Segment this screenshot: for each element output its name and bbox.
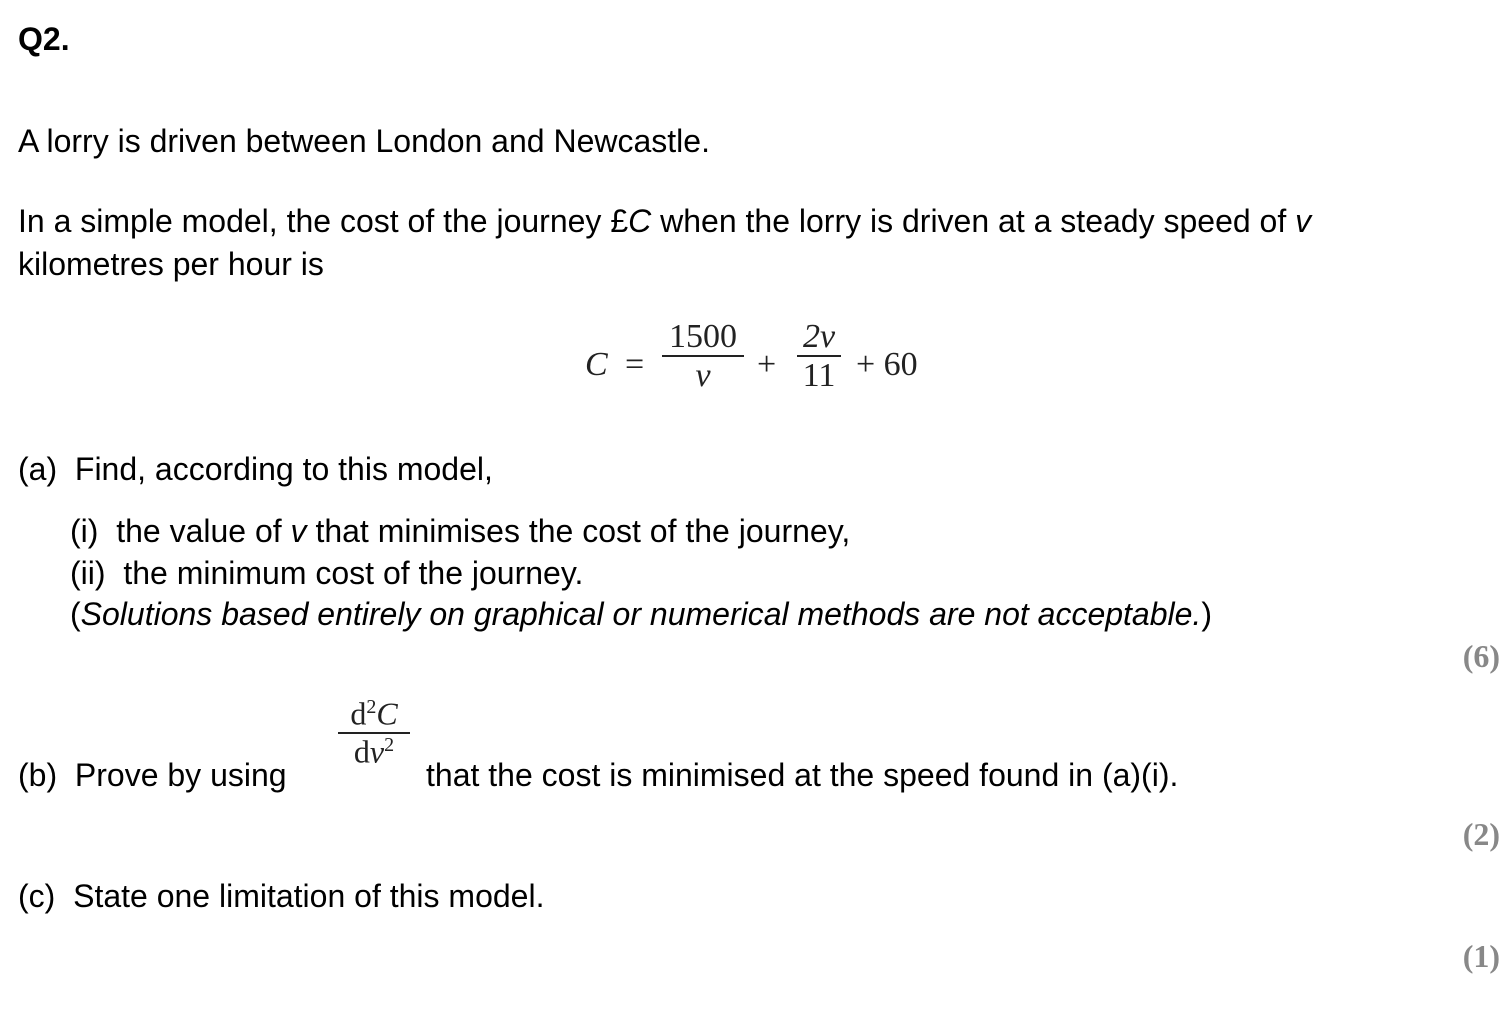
derivative-den-d: d — [353, 733, 370, 770]
part-a-i — [70, 512, 850, 550]
derivative-num-c: C — [376, 695, 398, 732]
fraction-1500-over-v — [662, 318, 744, 395]
question-number: Q2. — [18, 21, 70, 57]
variable-c: C — [628, 203, 652, 239]
part-a-ii — [70, 554, 583, 592]
derivative-denominator — [354, 734, 394, 770]
part-a-i-label: (i) — [70, 513, 99, 549]
part-c-label: (c) — [18, 878, 56, 914]
part-a-i-variable: v — [290, 513, 307, 549]
variable-v: v — [1295, 203, 1312, 239]
part-a-i-text-b: that minimises the cost of the journey, — [306, 513, 851, 549]
derivative-den-sup: 2 — [384, 733, 395, 756]
part-c-text: State one limitation of this model. — [73, 878, 545, 914]
part-a-ii-text: the minimum cost of the journey. — [123, 555, 584, 591]
part-b-text-b: that the cost is minimised at the speed found in (a)(i). — [426, 757, 1179, 793]
intro-text: A lorry is driven between London and Newcastle. — [18, 123, 710, 159]
fraction-1-numerator: 1500 — [669, 318, 737, 355]
part-b-marks: (2) — [1462, 816, 1500, 852]
part-a-note — [70, 595, 1212, 633]
fraction-1-denominator: v — [695, 357, 711, 395]
part-a-text: Find, according to this model, — [74, 451, 493, 487]
part-a-ii-label: (ii) — [70, 555, 106, 591]
equation-equals: = — [625, 346, 645, 383]
part-c-marks: (1) — [1462, 938, 1500, 974]
equation-plus-1: + — [757, 346, 777, 383]
derivative-den-v: v — [369, 733, 385, 770]
model-line-2: kilometres per hour is — [18, 246, 324, 282]
model-line-1-part-b: when the lorry is driven at a steady speed of — [651, 203, 1296, 239]
derivative-numerator — [350, 696, 397, 732]
part-a-note-italic: Solutions based entirely on graphical or numerical methods are not acceptable. — [80, 596, 1202, 632]
part-a-label: (a) — [18, 451, 58, 487]
part-b-text-a: Prove by using — [74, 757, 287, 793]
part-a-marks: (6) — [1462, 638, 1500, 674]
part-b-label: (b) — [18, 757, 58, 793]
part-c — [18, 877, 544, 915]
second-derivative-fraction — [338, 696, 410, 770]
part-a-note-close: ) — [1201, 596, 1212, 632]
model-line-1-part-a: In a simple model, the cost of the journey £ — [18, 203, 629, 239]
part-a-heading — [18, 450, 493, 488]
part-a-i-text-a: the value of — [116, 513, 291, 549]
derivative-num-sup: 2 — [366, 696, 377, 718]
fraction-2-denominator: 11 — [802, 357, 836, 395]
equation-lhs: C — [585, 346, 608, 383]
derivative-num-d: d — [350, 695, 367, 732]
fraction-2-numerator: 2v — [802, 318, 836, 355]
fraction-2v-over-11 — [797, 318, 841, 395]
part-a-note-open: ( — [70, 596, 81, 632]
equation-plus-60: + 60 — [856, 346, 918, 383]
part-b-text-lead — [18, 756, 287, 794]
model-line-1 — [18, 202, 1311, 240]
